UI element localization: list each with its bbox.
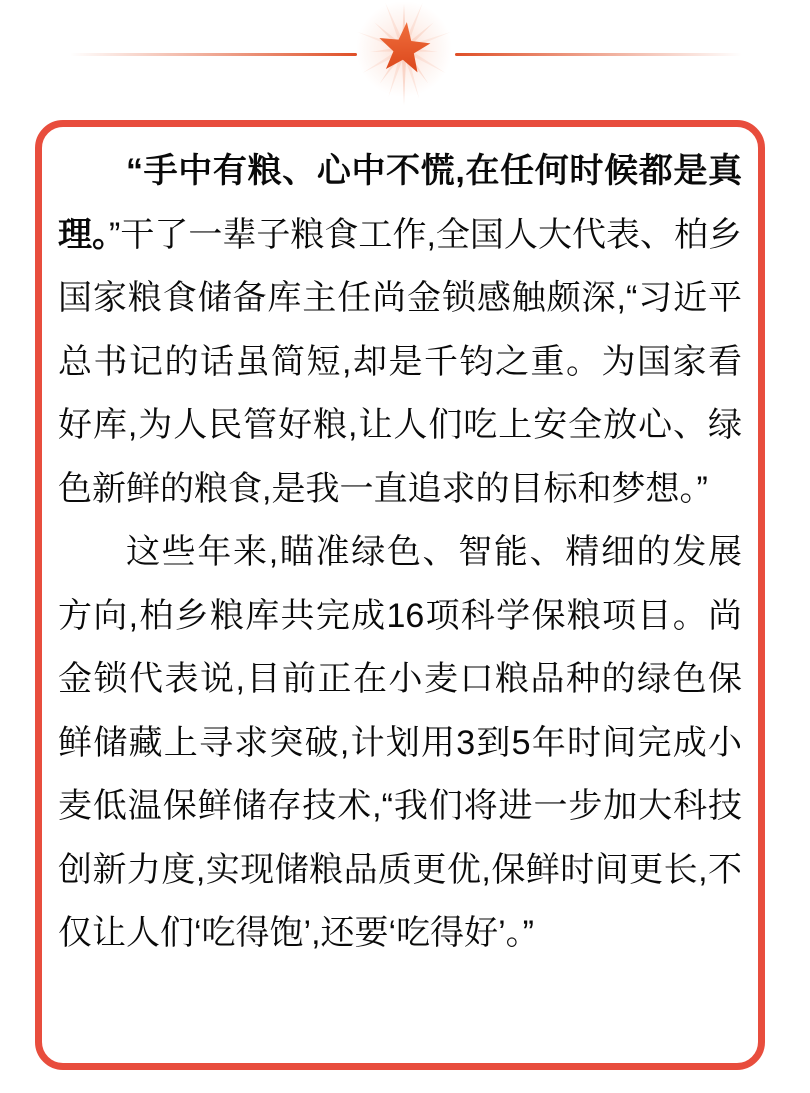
- article-card: [35, 120, 765, 1070]
- star-icon: [334, 0, 474, 117]
- paragraph-1-bold-lead: “手中有粮、心中不慌,在任何时候都是真理。: [58, 152, 742, 254]
- paragraph-2: [58, 521, 742, 966]
- divider-line-right: [455, 53, 742, 56]
- paragraph-1: [58, 140, 742, 521]
- divider-line-left: [70, 53, 357, 56]
- header-divider: [0, 0, 810, 120]
- paragraph-2-text: 这些年来,瞄准绿色、智能、精细的发展方向,柏乡粮库共完成16项科学保粮项目。尚金锁代表说,目前正在小麦口粮品种的绿色保鲜储藏上寻求突破,计划用3到5年时间完成小麦低温保鲜储存技术,“我们将进一步加大科技创新力度,实现储粮品质更优,保鲜时间更长,不仅让人们‘吃得饱’,还要‘吃得好’。”: [58, 533, 742, 952]
- paragraph-1-text: ”干了一辈子粮食工作,全国人大代表、柏乡国家粮食储备库主任尚金锁感触颇深,“习近平总书记的话虽简短,却是千钧之重。为国家看好库,为人民管好粮,让人们吃上安全放心、绿色新鲜的粮食,是我一直追求的目标和梦想。”: [58, 215, 742, 508]
